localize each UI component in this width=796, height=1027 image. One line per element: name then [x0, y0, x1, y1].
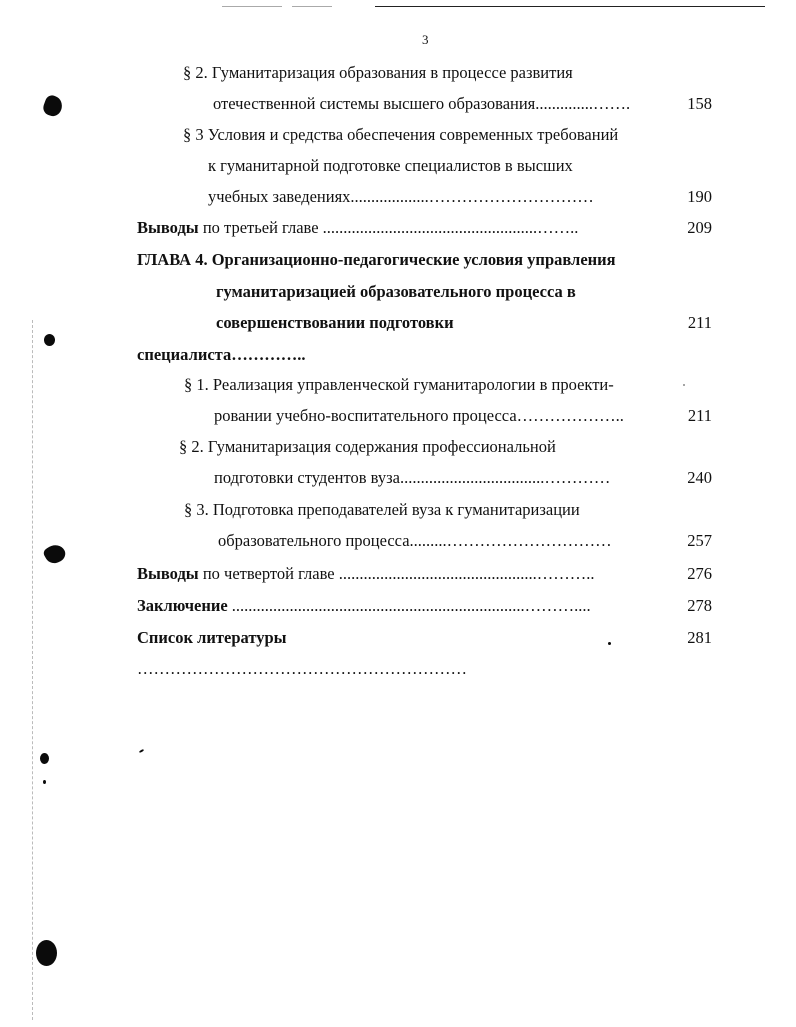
conclusions-3-bold: Выводы [137, 218, 199, 237]
toc-c4s2-line1: § 2. Гуманитаризация содержания профессиональной [179, 437, 556, 456]
punch-hole-mark [40, 753, 49, 764]
toc-s3-page: 190 [687, 187, 712, 206]
toc-c4s2-line2: подготовки студентов вуза...................................………… [214, 468, 611, 487]
top-rule-fragment [222, 6, 282, 7]
page-number: 3 [422, 32, 429, 47]
toc-chapter4-line3: совершенствовании подготовки [216, 313, 454, 332]
toc-chapter4-line4: специалиста………….. [137, 345, 306, 364]
toc-conclusion [137, 596, 591, 616]
toc-s3-line2: к гуманитарной подготовке специалистов в высших [208, 156, 573, 175]
toc-s2-line1: § 2. Гуманитаризация образования в процессе развития [183, 63, 573, 82]
toc-c4s2-page: 240 [687, 468, 712, 487]
toc-conclusions-4-page: 276 [687, 564, 712, 583]
conclusion-dots: .......................................................................……….... [227, 596, 591, 615]
punch-hole-mark [44, 334, 55, 346]
toc-references-label: Список литературы [137, 628, 287, 647]
toc-c4s3-line2: образовательного процесса.........………………………… [218, 531, 612, 550]
top-rule [375, 6, 765, 7]
conclusion-label: Заключение [137, 596, 228, 615]
toc-references-dots: …………………………………………………… [137, 659, 467, 678]
toc-conclusion-page: 278 [687, 596, 712, 615]
scan-speck [43, 780, 46, 784]
conclusions-4-bold: Выводы [137, 564, 199, 583]
toc-c4s1-page: 211 [687, 406, 712, 425]
toc-c4s3-line1: § 3. Подготовка преподавателей вуза к гуманитаризации [184, 500, 580, 519]
toc-s2-line2: отечественной системы высшего образования..............……. [213, 94, 631, 113]
toc-s3-line3: учебных заведениях...................………………………… [208, 187, 594, 206]
conclusions-4-text: по четвертой главе ................................................……….. [198, 564, 595, 583]
top-rule-fragment [292, 6, 332, 7]
punch-hole-mark [41, 94, 65, 119]
toc-conclusions-3-page: 209 [687, 218, 712, 237]
conclusions-3-text: по третьей главе ....................................................…….. [198, 218, 579, 237]
toc-c4s1-line1: § 1. Реализация управленческой гуманитарологии в проекти- [184, 375, 614, 394]
toc-conclusions-3 [137, 218, 578, 238]
scan-edge-line [32, 320, 33, 1020]
toc-c4s3-page: 257 [687, 531, 712, 550]
toc-conclusions-4 [137, 564, 595, 584]
scan-speck [683, 384, 685, 386]
toc-chapter4-line1: ГЛАВА 4. Организационно-педагогические условия управления [137, 250, 616, 269]
toc-c4s1-line2: ровании учебно-воспитательного процесса……………….. [214, 406, 624, 425]
punch-hole-mark [42, 541, 68, 567]
toc-s2-page: 158 [687, 94, 712, 113]
toc-chapter4-line2: гуманитаризацией образовательного процесса в [216, 282, 576, 301]
toc-references-page: 281 [687, 628, 712, 647]
scan-speck [608, 642, 611, 645]
scan-speck [139, 749, 144, 753]
toc-s3-line1: § 3 Условия и средства обеспечения современных требований [183, 125, 619, 144]
toc-chapter4-page: 211 [687, 313, 712, 332]
punch-hole-mark [36, 940, 57, 966]
